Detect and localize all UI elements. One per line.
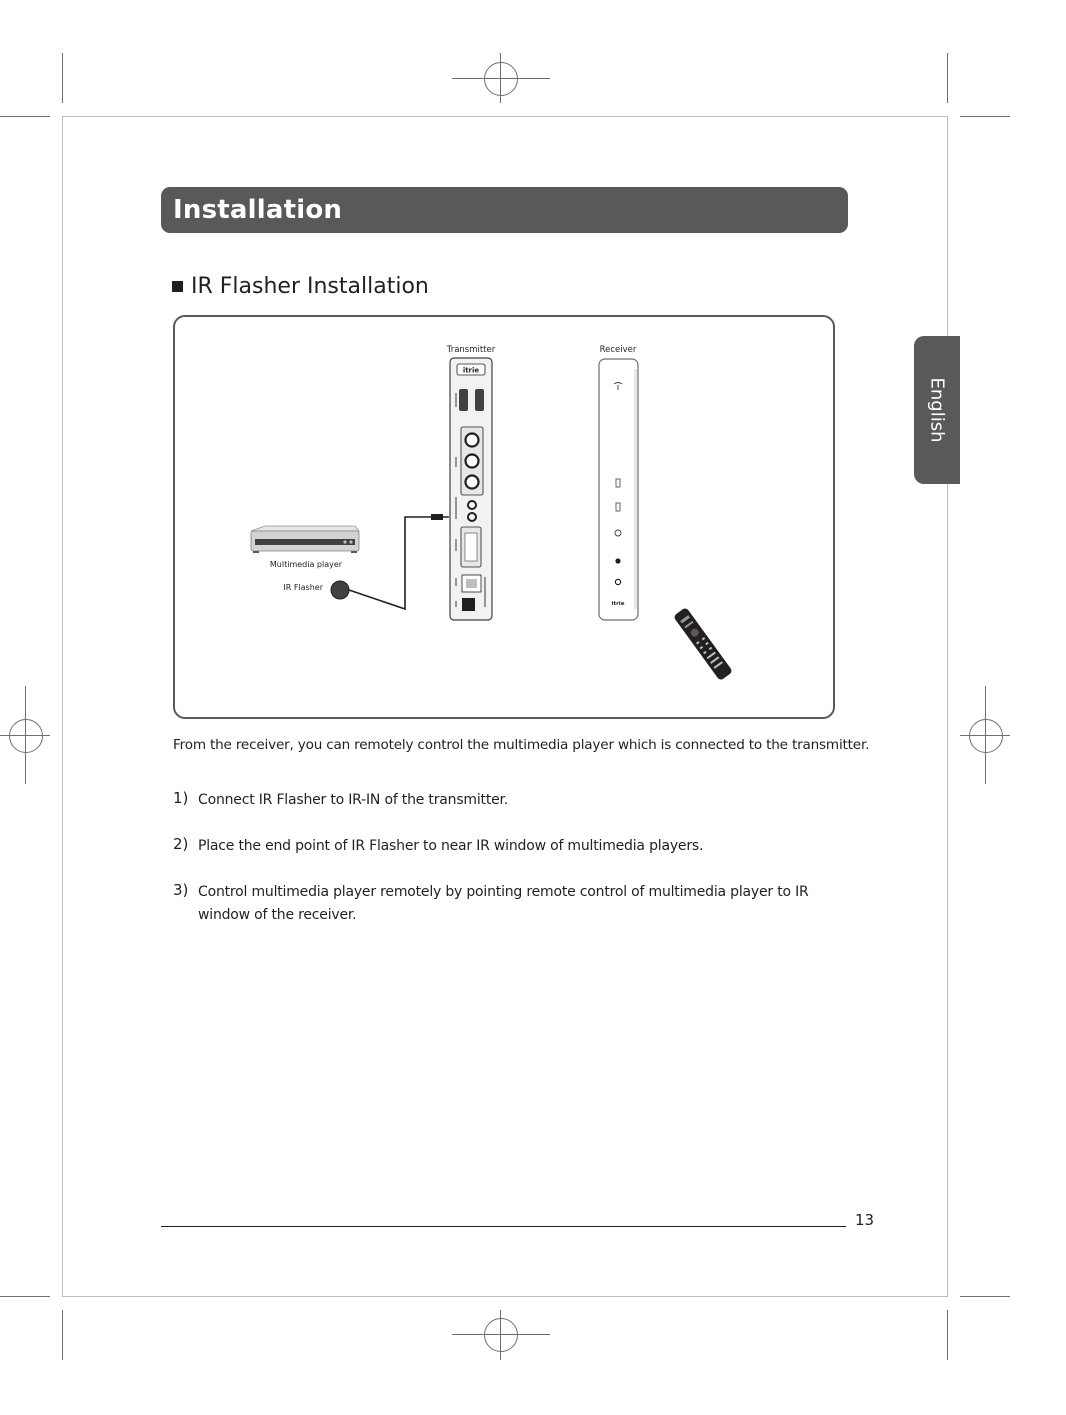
remote-control	[673, 607, 733, 681]
diagram-illustration	[175, 317, 837, 721]
section-title: Installation	[173, 195, 343, 225]
footer-rule	[161, 1226, 846, 1227]
step-text: Control multimedia player remotely by pointing remote control of multimedia player to IR window of the receiver.	[198, 884, 809, 923]
transmitter-device	[450, 358, 492, 620]
sub-heading	[172, 274, 429, 299]
ir-flasher-cable	[349, 517, 431, 609]
step-number: 3)	[173, 881, 189, 899]
transmitter-label: Transmitter	[446, 345, 496, 355]
language-tab	[914, 336, 960, 484]
transmitter-logo: itrie	[462, 366, 480, 375]
step-1	[173, 789, 838, 812]
step-number: 1)	[173, 789, 189, 807]
ir-flasher-label: IR Flasher	[283, 583, 323, 592]
square-bullet-icon	[172, 281, 183, 292]
ir-flasher-emitter	[331, 581, 349, 599]
sub-heading-text: IR Flasher Installation	[191, 274, 429, 299]
multimedia-player-device	[251, 526, 359, 553]
ir-jack-plug	[431, 514, 443, 520]
section-header-bar	[161, 187, 848, 233]
receiver-label: Receiver	[599, 345, 637, 355]
receiver-logo: itrie	[611, 601, 625, 607]
step-text: Connect IR Flasher to IR-IN of the transmitter.	[198, 792, 509, 808]
step-3	[173, 881, 838, 927]
multimedia-player-label: Multimedia player	[269, 560, 343, 569]
installation-diagram	[173, 315, 835, 719]
intro-paragraph: From the receiver, you can remotely control the multimedia player which is connected to the transmitter.	[173, 737, 870, 753]
step-number: 2)	[173, 835, 189, 853]
page-number: 13	[855, 1211, 875, 1229]
language-tab-label: English	[926, 377, 948, 443]
step-text: Place the end point of IR Flasher to near IR window of multimedia players.	[198, 838, 704, 854]
step-2	[173, 835, 838, 858]
receiver-device	[599, 359, 638, 620]
